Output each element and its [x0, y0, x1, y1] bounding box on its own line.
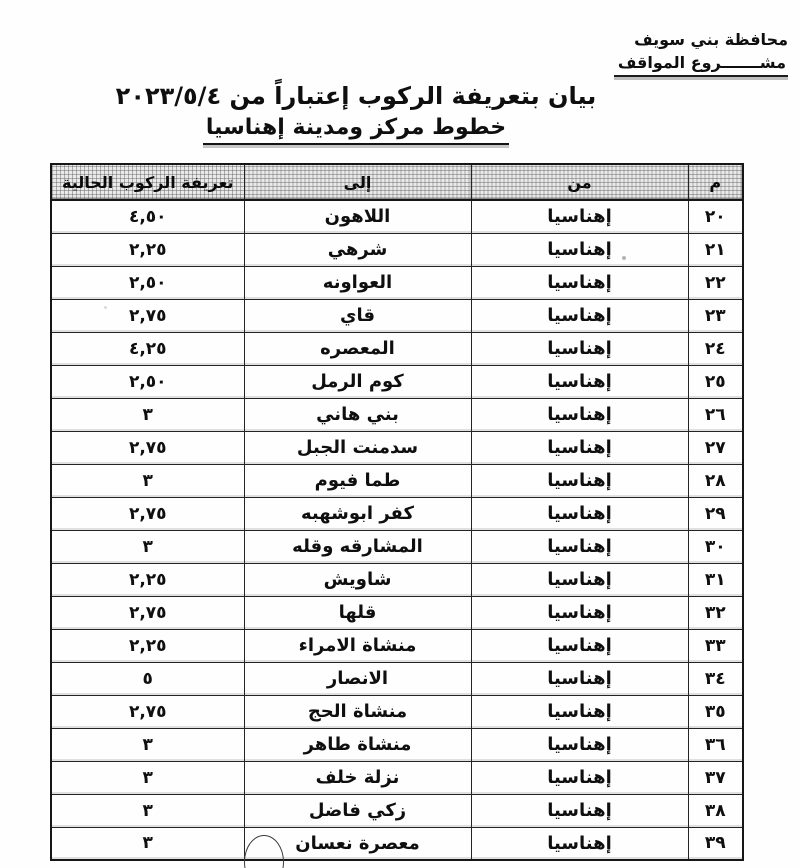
row-number-cell: ٣٦ — [688, 728, 743, 761]
fare-table-body — [51, 200, 743, 860]
row-number-cell: ٣٩ — [688, 827, 743, 860]
row-fare-cell: ٢,٧٥ — [51, 431, 244, 464]
row-number-cell: ٢٥ — [688, 365, 743, 398]
row-from-cell: إهناسيا — [471, 398, 688, 431]
row-destination-cell: سدمنت الجبل — [244, 431, 471, 464]
row-number-cell: ٣٢ — [688, 596, 743, 629]
row-number-cell: ٢٧ — [688, 431, 743, 464]
row-destination-cell: المعصره — [244, 332, 471, 365]
row-number-cell: ٣٤ — [688, 662, 743, 695]
row-destination-cell: معصرة نعسان — [244, 827, 471, 860]
row-fare-cell: ٣ — [51, 464, 244, 497]
row-from-cell: إهناسيا — [471, 464, 688, 497]
row-number-cell: ٣٥ — [688, 695, 743, 728]
row-fare-cell: ٢,٢٥ — [51, 563, 244, 596]
row-fare-cell: ٢,٥٠ — [51, 365, 244, 398]
row-fare-cell: ٥ — [51, 662, 244, 695]
row-destination-cell: نزلة خلف — [244, 761, 471, 794]
row-fare-cell: ٣ — [51, 398, 244, 431]
row-fare-cell: ٤,٢٥ — [51, 332, 244, 365]
row-destination-cell: منشاة الامراء — [244, 629, 471, 662]
row-number-cell: ٣١ — [688, 563, 743, 596]
row-fare-cell: ٣ — [51, 827, 244, 860]
row-destination-cell: قلها — [244, 596, 471, 629]
table-header-row — [51, 164, 743, 200]
row-from-cell: إهناسيا — [471, 728, 688, 761]
row-fare-cell: ٢,٧٥ — [51, 299, 244, 332]
fare-table — [50, 163, 744, 861]
table-row — [51, 563, 743, 596]
row-from-cell: إهناسيا — [471, 596, 688, 629]
row-fare-cell: ٢,٢٥ — [51, 629, 244, 662]
row-number-cell: ٢٩ — [688, 497, 743, 530]
col-header-fare: تعريفة الركوب الحالية — [51, 164, 244, 200]
row-fare-cell: ٣ — [51, 728, 244, 761]
row-number-cell: ٣٧ — [688, 761, 743, 794]
row-from-cell: إهناسيا — [471, 695, 688, 728]
row-from-cell: إهناسيا — [471, 299, 688, 332]
governorate-name: محافظة بني سويف — [634, 30, 788, 49]
table-row — [51, 200, 743, 233]
row-number-cell: ٢٣ — [688, 299, 743, 332]
row-fare-cell: ٢,٧٥ — [51, 596, 244, 629]
row-destination-cell: الانصار — [244, 662, 471, 695]
row-number-cell: ٢٦ — [688, 398, 743, 431]
row-from-cell: إهناسيا — [471, 530, 688, 563]
letterhead — [614, 30, 788, 77]
row-number-cell: ٢١ — [688, 233, 743, 266]
row-from-cell: إهناسيا — [471, 497, 688, 530]
row-number-cell: ٣٨ — [688, 794, 743, 827]
row-number-cell: ٢٤ — [688, 332, 743, 365]
table-row — [51, 365, 743, 398]
row-fare-cell: ٢,٢٥ — [51, 233, 244, 266]
row-destination-cell: منشاة طاهر — [244, 728, 471, 761]
row-fare-cell: ٣ — [51, 530, 244, 563]
row-fare-cell: ٣ — [51, 794, 244, 827]
row-from-cell: إهناسيا — [471, 332, 688, 365]
row-fare-cell: ٣ — [51, 761, 244, 794]
table-row — [51, 629, 743, 662]
row-from-cell: إهناسيا — [471, 266, 688, 299]
document-title: بيان بتعريفة الركوب إعتباراً من ٢٠٢٣/٥/٤ — [115, 82, 597, 110]
row-fare-cell: ٢,٧٥ — [51, 497, 244, 530]
row-destination-cell: كوم الرمل — [244, 365, 471, 398]
table-row — [51, 299, 743, 332]
table-row — [51, 695, 743, 728]
table-row — [51, 332, 743, 365]
row-from-cell: إهناسيا — [471, 629, 688, 662]
row-number-cell: ٣٠ — [688, 530, 743, 563]
row-from-cell: إهناسيا — [471, 794, 688, 827]
project-name: مشـــــــروع المواقف — [614, 53, 788, 77]
row-from-cell: إهناسيا — [471, 827, 688, 860]
row-destination-cell: زكي فاضل — [244, 794, 471, 827]
row-from-cell: إهناسيا — [471, 200, 688, 233]
row-destination-cell: المشارقه وقله — [244, 530, 471, 563]
row-number-cell: ٣٣ — [688, 629, 743, 662]
title-block — [0, 82, 712, 145]
row-fare-cell: ٤,٥٠ — [51, 200, 244, 233]
row-destination-cell: شرهي — [244, 233, 471, 266]
table-row — [51, 233, 743, 266]
table-row — [51, 530, 743, 563]
table-row — [51, 794, 743, 827]
row-number-cell: ٢٨ — [688, 464, 743, 497]
table-row — [51, 266, 743, 299]
table-row — [51, 662, 743, 695]
row-fare-cell: ٢,٧٥ — [51, 695, 244, 728]
row-number-cell: ٢٠ — [688, 200, 743, 233]
col-header-to: إلى — [244, 164, 471, 200]
row-from-cell: إهناسيا — [471, 431, 688, 464]
row-from-cell: إهناسيا — [471, 761, 688, 794]
row-destination-cell: طما فيوم — [244, 464, 471, 497]
table-row — [51, 596, 743, 629]
row-fare-cell: ٢,٥٠ — [51, 266, 244, 299]
table-row — [51, 761, 743, 794]
row-from-cell: إهناسيا — [471, 662, 688, 695]
row-from-cell: إهناسيا — [471, 365, 688, 398]
scan-speck — [622, 256, 626, 260]
table-row — [51, 728, 743, 761]
row-destination-cell: بني هاني — [244, 398, 471, 431]
table-row — [51, 497, 743, 530]
table-row — [51, 464, 743, 497]
table-row — [51, 827, 743, 860]
col-header-num: م — [688, 164, 743, 200]
col-header-from: من — [471, 164, 688, 200]
row-from-cell: إهناسيا — [471, 563, 688, 596]
row-destination-cell: شاويش — [244, 563, 471, 596]
row-destination-cell: كفر ابوشهبه — [244, 497, 471, 530]
row-destination-cell: العواونه — [244, 266, 471, 299]
row-from-cell: إهناسيا — [471, 233, 688, 266]
document-subtitle: خطوط مركز ومدينة إهناسيا — [203, 115, 509, 145]
row-destination-cell: قاي — [244, 299, 471, 332]
row-number-cell: ٢٢ — [688, 266, 743, 299]
row-destination-cell: اللاهون — [244, 200, 471, 233]
table-row — [51, 431, 743, 464]
scan-speck — [104, 306, 107, 309]
row-destination-cell: منشاة الحج — [244, 695, 471, 728]
table-row — [51, 398, 743, 431]
